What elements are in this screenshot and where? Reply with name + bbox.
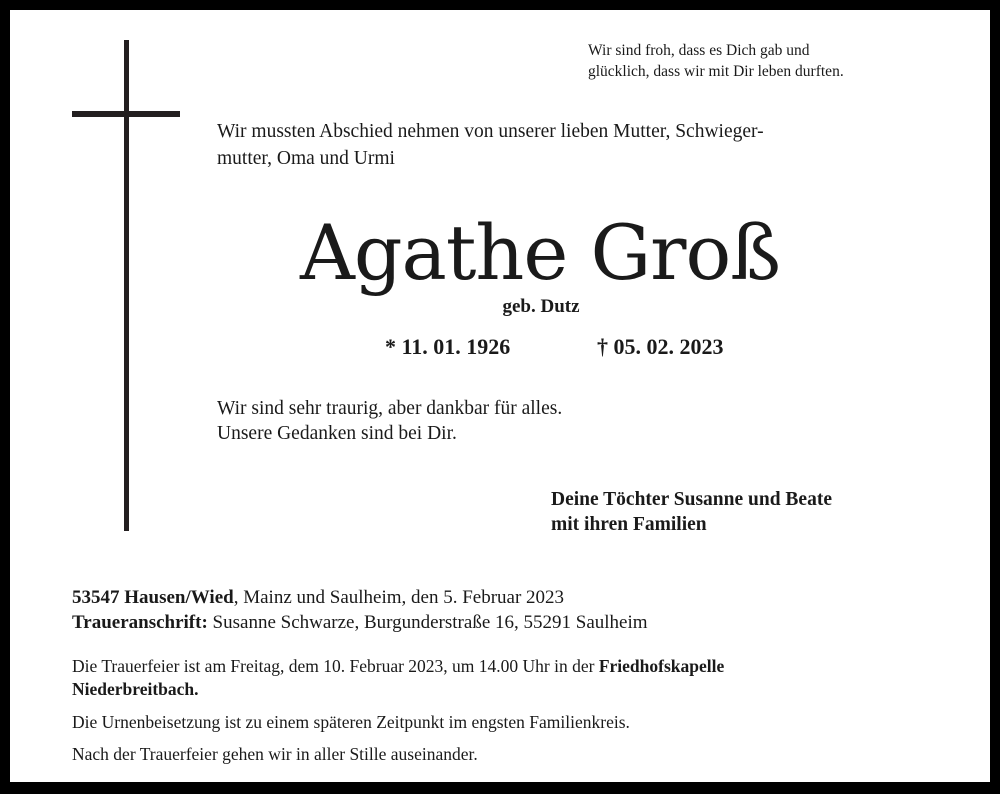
signature-line-1: Deine Töchter Susanne und Beate <box>551 489 832 510</box>
cross-horizontal-bar <box>72 111 180 117</box>
signature-line-2: mit ihren Familien <box>551 514 707 535</box>
funeral-location-2: Niederbreitbach. <box>72 679 199 699</box>
place-bold: 53547 Hausen/Wied <box>72 587 234 608</box>
condolence-address-label: Traueranschrift: <box>72 612 208 633</box>
place-date-rest: , Mainz und Saulheim, den 5. Februar 2023 <box>233 587 565 608</box>
mourning-line-1: Wir sind sehr traurig, aber dankbar für alles. <box>217 398 563 419</box>
mourning-text <box>217 396 562 446</box>
motto-line-1: Wir sind froh, dass es Dich gab und <box>588 42 810 59</box>
intro-line-1: Wir mussten Abschied nehmen von unserer lieben Mutter, Schwieger- <box>217 121 764 142</box>
maiden-name: geb. Dutz <box>502 296 580 317</box>
deceased-name-row <box>10 208 990 298</box>
death-date: † 05. 02. 2023 <box>597 334 724 359</box>
funeral-line-2 <box>72 678 724 701</box>
birth-date: * 11. 01. 1926 <box>385 334 511 359</box>
urn-burial-info: Die Urnenbeisetzung ist zu einem späteren Zeitpunkt im engsten Familienkreis. <box>72 712 630 732</box>
place-date-line <box>72 585 648 610</box>
funeral-line-1 <box>72 655 724 678</box>
condolence-address-line <box>72 610 648 635</box>
intro-line-2: mutter, Oma und Urmi <box>217 148 395 169</box>
obituary-notice <box>10 10 990 782</box>
place-and-address <box>72 585 648 635</box>
deceased-name: Agathe Groß <box>299 208 781 297</box>
motto-line-2: glücklich, dass wir mit Dir leben durften. <box>588 63 844 80</box>
signature <box>551 487 832 537</box>
motto-quote <box>588 40 844 82</box>
funeral-info <box>72 655 724 701</box>
maiden-name-row <box>10 296 990 318</box>
condolence-address-value: Susanne Schwarze, Burgunderstraße 16, 55291 Saulheim <box>207 612 648 633</box>
funeral-text: Die Trauerfeier ist am Freitag, dem 10. Februar 2023, um 14.00 Uhr in der <box>72 656 599 676</box>
intro-text <box>217 118 764 172</box>
closing-text: Nach der Trauerfeier gehen wir in aller Stille auseinander. <box>72 744 478 764</box>
mourning-line-2: Unsere Gedanken sind bei Dir. <box>217 423 457 444</box>
funeral-location-1: Friedhofskapelle <box>598 656 725 676</box>
